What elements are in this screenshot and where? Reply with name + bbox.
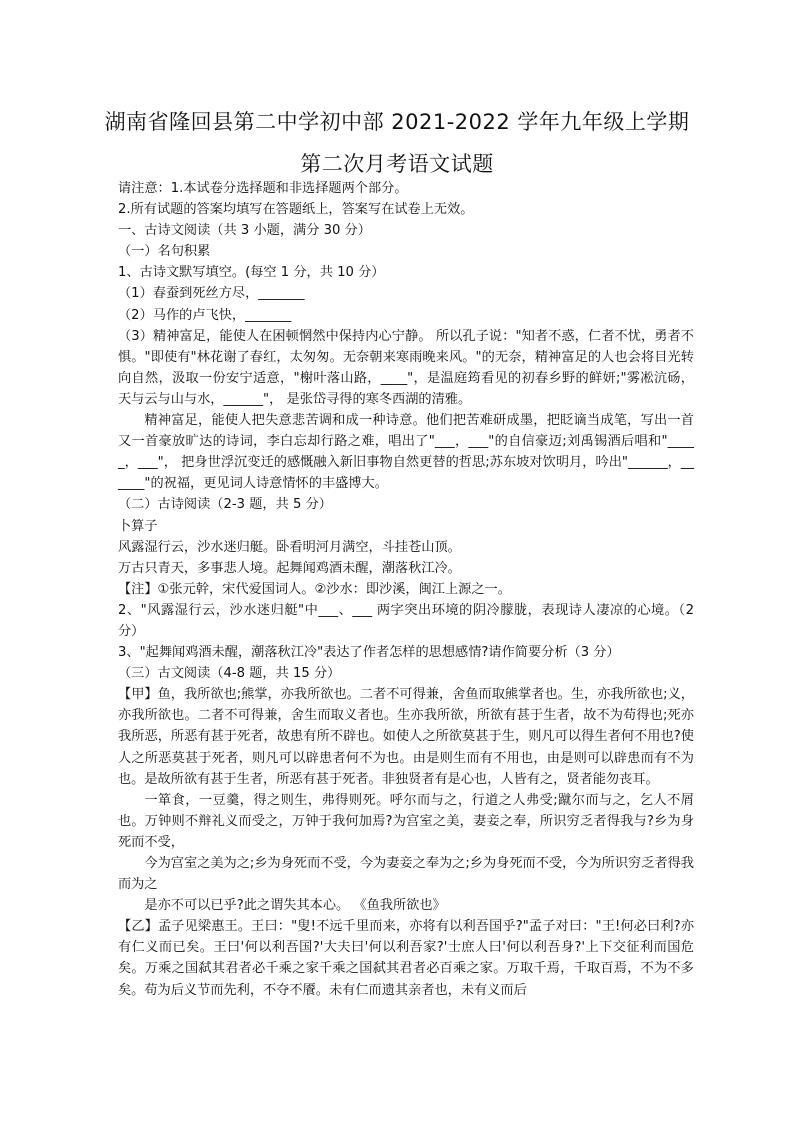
question-1-item-1: （1）春蚕到死丝方尽，_______ (118, 286, 305, 302)
section-heading-1: 一、古诗文阅读（共 3 小题，满分 30 分） (118, 223, 371, 239)
notice-2: 2.所有试题的答案均填写在答题纸上，答案写在试卷上无效。 (118, 202, 474, 218)
question-1-item-3: （3）精神富足，能使人在困顿惘然中保持内心宁静。 所以孔子说："知者不惑，仁者不忧，勇者不惧。"即使有"林花谢了春红，太匆匆。无奈朝来寒雨晚来风。"的无奈，精神富足的人也会将目光转向自然，汲取一份安宁适意，"榭叶落山路，____"，是温庭筠看见的初春乡野的鲜妍;"雾凇沆砀，天与云与山与水，______"， 是张岱寻得的寒冬西湖的清雅。 (118, 328, 694, 407)
part-heading-3: （三）古文阅读（4-8 题，共 15 分） (118, 666, 341, 682)
passage-jia-paragraph-1: 【甲】鱼，我所欲也;熊掌，亦我所欲也。二者不可得兼，舍鱼而取熊掌者也。生，亦我所欲也;义，亦我所欲也。二者不可得兼，舍生而取义者也。生亦我所欲，所欲有甚于生者，故不为苟得也;死亦我所恶，所恶有甚于死者，故患有所不辟也。如使人之所欲莫甚于生，则凡可以得生者何不用也?使人之所恶莫甚于死者，则凡可以辟患者何不为也。由是则生而有不用也，由是则可以辟患而有不为也。是故所欲有甚于生者，所恶有甚于死者。非独贤者有是心也，人皆有之，贤者能勿丧耳。 (118, 687, 694, 787)
passage-jia-paragraph-4: 是亦不可以已乎?此之谓失其本心。 《鱼我所欲也》 (144, 898, 446, 914)
poem-title: 卜算子 (118, 518, 158, 534)
notice-1: 请注意：1.本试卷分选择题和非选择题两个部分。 (118, 181, 408, 196)
poem-line-2: 万古只青天，多事悲人境。起舞闻鸡酒未醒，潮落秋江冷。 (118, 560, 461, 576)
poem-note: 【注】①张元幹，宋代爱国词人。②沙水：即沙溪，闽江上源之一。 (118, 581, 511, 597)
question-1-item-2: （2）马作的卢飞快，_______ (118, 307, 292, 323)
question-1-paragraph: 精神富足，能使人把失意悲苦调和成一种诗意。他们把苦难研成墨，把眨谪当成笔，写出一首又一首豪放旷达的诗词，李白忘却行路之难，唱出了"___，___"的自信豪迈;刘禹锡酒后唱和"_____，___"， 把身世浮沉变迁的感慨融入新旧事物自然更替的哲思;苏东坡对饮明月，吟出"______，______"的祝福，更见词人诗意情怀的丰盛博大。 (118, 413, 694, 492)
part-heading-1: （一）名句积累 (118, 244, 211, 260)
poem-line-1: 风露湿行云，沙水迷归艇。卧看明河月满空，斗挂苍山顶。 (118, 539, 461, 555)
passage-jia-paragraph-3: 今为宫室之美为之;乡为身死而不受，今为妻妾之奉为之;乡为身死而不受，今为所识穷乏者得我而为之 (118, 856, 694, 893)
part-heading-2: （二）古诗阅读（2-3 题，共 5 分） (118, 497, 332, 513)
question-2: 2、"风露湿行云，沙水迷归艇"中___、___ 两字突出环境的阴冷朦胧，表现诗人凄凉的心境。（2 分） (118, 602, 694, 639)
exam-title-line-2: 第二次月考语文试题 (300, 152, 494, 176)
question-1-heading: 1、古诗文默写填空。(每空 1 分，共 10 分） (118, 265, 385, 281)
passage-yi-paragraph-1: 【乙】孟子见梁惠王。王曰："叟!不远千里而来，亦将有以利吾国乎?"孟子对曰："王!何必曰利?亦有仁义而已矣。王曰'何以利吾国?'大夫曰'何以利吾家?'士庶人曰'何以利吾身?'上下交征利而国危矣。万乘之国弑其君者必千乘之家千乘之国弑其君者必百乘之家。万取千焉，千取百焉，不为不多矣。苟为后义节而先利，不夺不餍。未有仁而遗其亲者也，未有义而后 (118, 919, 694, 998)
question-3: 3、"起舞闻鸡酒未醒，潮落秋江冷"表达了作者怎样的思想感情?请作简要分析（3 分） (118, 645, 620, 661)
exam-body (118, 178, 694, 1001)
passage-jia-paragraph-2: 一箪食，一豆羹，得之则生，弗得则死。呼尔而与之，行道之人弗受;蹴尔而与之，乞人不屑也。万钟则不辩礼义而受之，万钟于我何加焉?为宫室之美，妻妾之奉，所识穷乏者得我与?乡为身死而不受， (118, 792, 694, 850)
exam-title-line-1: 湖南省隆回县第二中学初中部 2021-2022 学年九年级上学期 (104, 110, 690, 134)
